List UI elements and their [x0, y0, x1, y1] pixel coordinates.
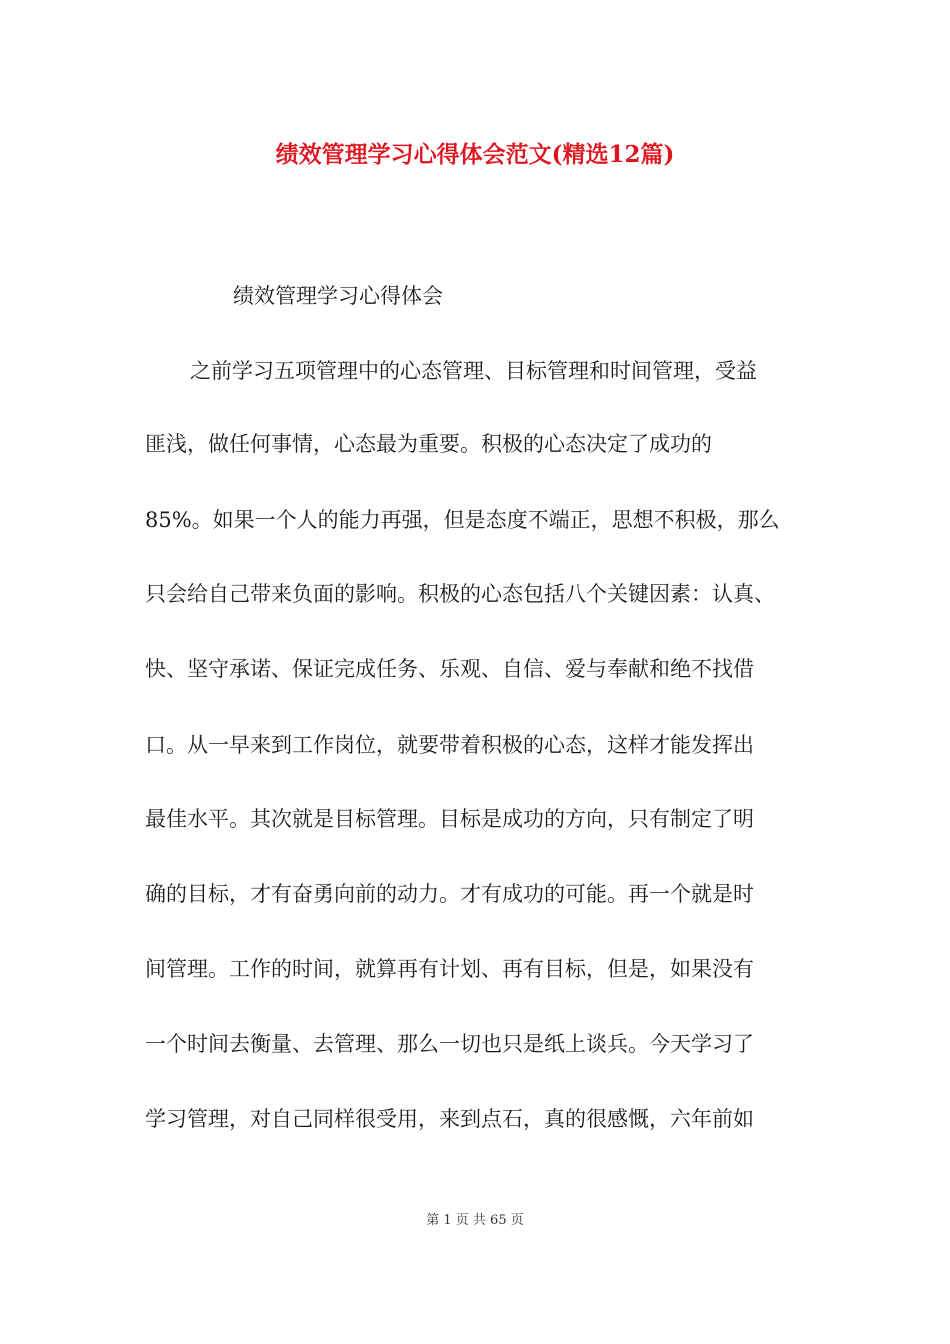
paragraph-line: 一个时间去衡量、去管理、那么一切也只是纸上谈兵。今天学习了: [145, 1032, 754, 1056]
paragraph-line: 学习管理，对自己同样很受用，来到点石，真的很感慨，六年前如: [145, 1107, 754, 1131]
paragraph-line: 口。从一早来到工作岗位，就要带着积极的心态，这样才能发挥出: [145, 733, 754, 757]
paragraph-line: 85%。如果一个人的能力再强，但是态度不端正，思想不积极，那么: [145, 508, 780, 532]
document-subtitle: 绩效管理学习心得体会: [233, 284, 443, 308]
paragraph-line: 匪浅，做任何事情，心态最为重要。积极的心态决定了成功的: [145, 432, 712, 456]
paragraph-line: 只会给自己带来负面的影响。积极的心态包括八个关键因素：认真、: [145, 582, 775, 606]
page-footer: 第 1 页 共 65 页: [426, 1213, 524, 1228]
paragraph-line: 间管理。工作的时间，就算再有计划、再有目标，但是，如果没有: [145, 957, 754, 981]
document-title: 绩效管理学习心得体会范文(精选12篇): [275, 141, 675, 168]
paragraph-line: 快、坚守承诺、保证完成任务、乐观、自信、爱与奉献和绝不找借: [145, 657, 754, 681]
paragraph-line: 之前学习五项管理中的心态管理、目标管理和时间管理，受益: [190, 359, 757, 383]
paragraph-line: 最佳水平。其次就是目标管理。目标是成功的方向，只有制定了明: [145, 807, 754, 831]
paragraph-line: 确的目标，才有奋勇向前的动力。才有成功的可能。再一个就是时: [145, 882, 754, 906]
